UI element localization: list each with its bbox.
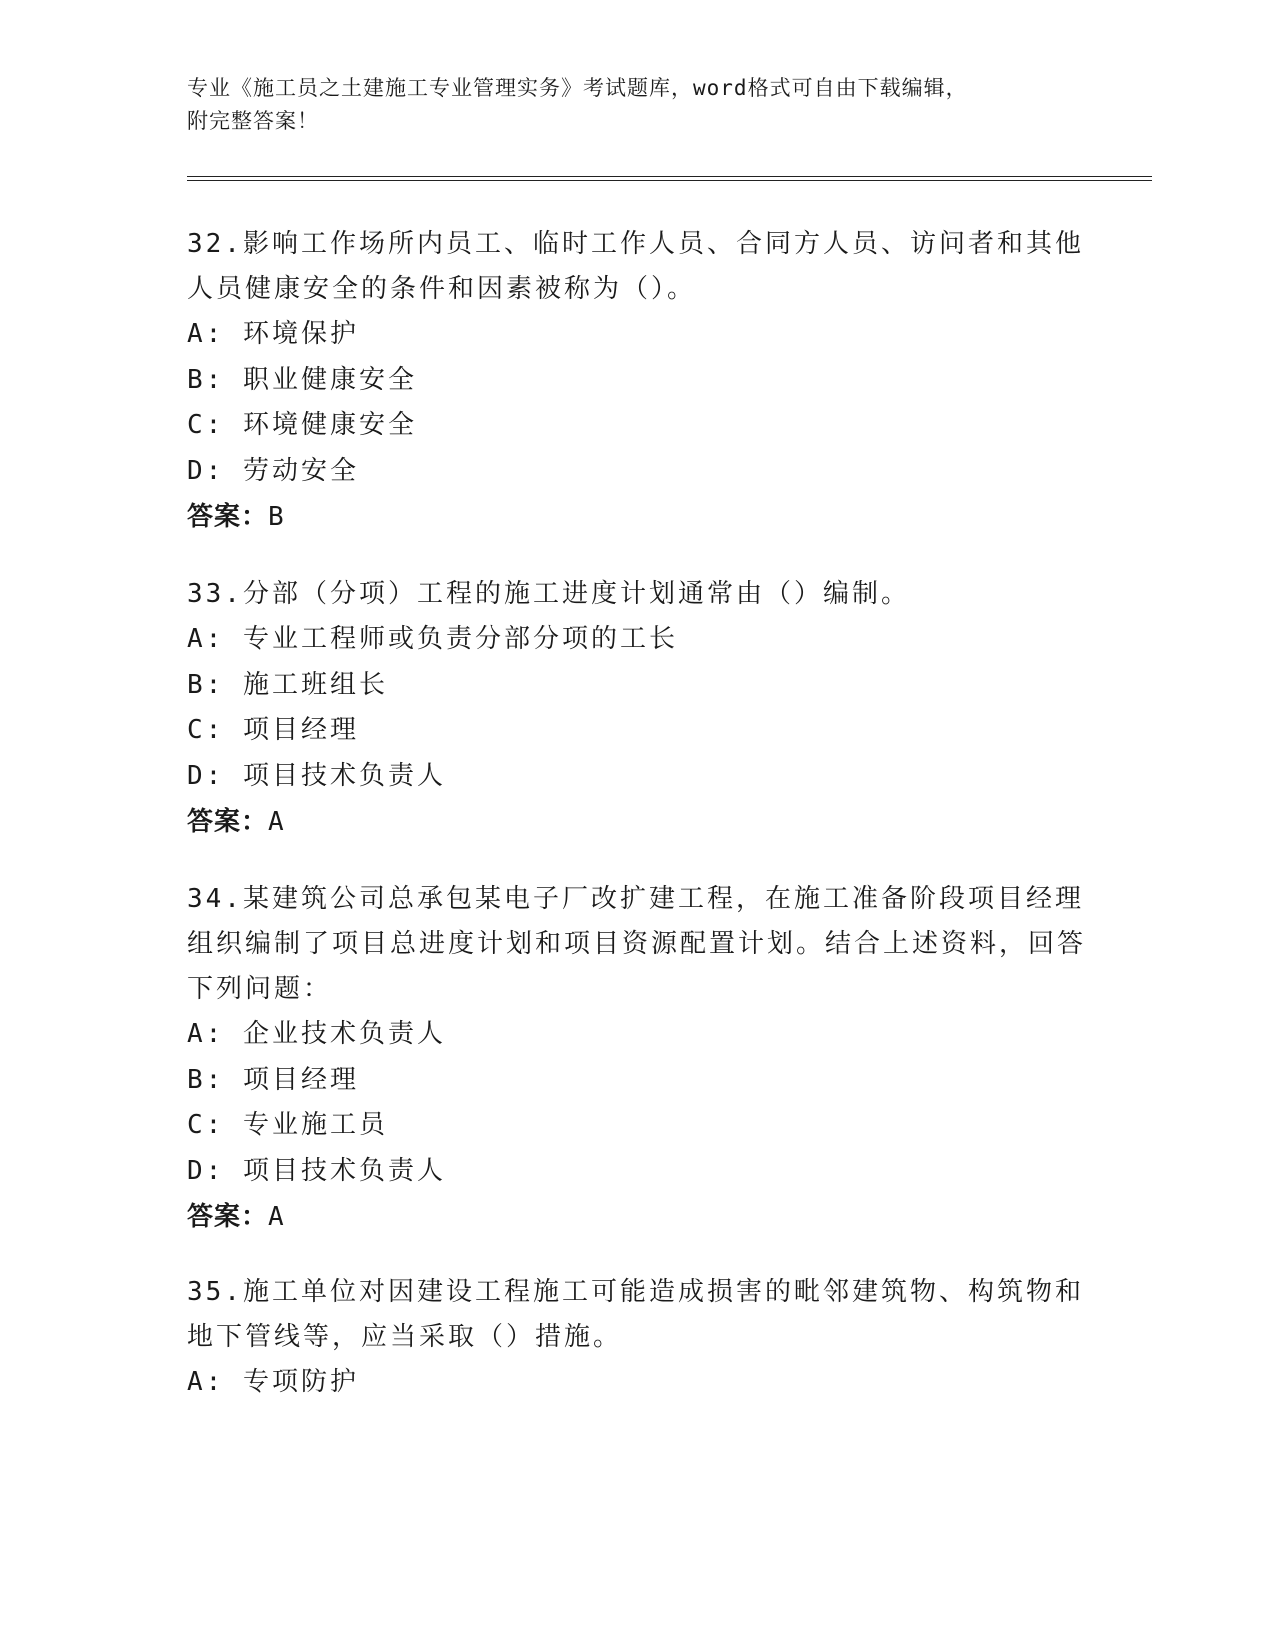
option-b: B: 项目经理: [187, 1064, 359, 1095]
header-line-1: 专业《施工员之土建施工专业管理实务》考试题库，word格式可自由下载编辑，: [187, 76, 968, 100]
question-35: [187, 1270, 1087, 1406]
question-stem: 33.分部（分项）工程的施工进度计划通常由（）编制。: [187, 579, 910, 609]
option-b: B: 职业健康安全: [187, 364, 417, 395]
answer-value: A: [268, 807, 285, 837]
option-c: C: 专业施工员: [187, 1110, 388, 1140]
option-b: B: 施工班组长: [187, 669, 388, 700]
answer-label: 答案：: [187, 502, 269, 532]
option-a: A: 专项防护: [187, 1367, 359, 1397]
option-a: A: 环境保护: [187, 319, 359, 349]
option-c: C: 环境健康安全: [187, 410, 417, 440]
answer: [187, 799, 1087, 845]
question-stem: 35.施工单位对因建设工程施工可能造成损害的毗邻建筑物、构筑物和地下管线等，应当采取（）措施。: [187, 1277, 1084, 1352]
answer-value: A: [268, 1202, 285, 1232]
option-a: A: 专业工程师或负责分部分项的工长: [187, 624, 678, 654]
answer: [187, 1194, 1087, 1240]
answer-label: 答案：: [187, 807, 269, 837]
question-34: [187, 877, 1087, 1240]
header-divider: [187, 176, 1152, 181]
question-stem: 34.某建筑公司总承包某电子厂改扩建工程，在施工准备阶段项目经理组织编制了项目总进度计划和项目资源配置计划。结合上述资料，回答下列问题：: [187, 884, 1087, 1004]
option-d: D: 项目技术负责人: [187, 760, 446, 791]
option-d: D: 劳动安全: [187, 455, 359, 486]
answer-value: B: [268, 502, 285, 532]
document-header: [187, 72, 1087, 138]
answer-label: 答案：: [187, 1202, 269, 1232]
option-c: C: 项目经理: [187, 715, 359, 745]
option-d: D: 项目技术负责人: [187, 1155, 446, 1186]
question-33: [187, 572, 1087, 845]
question-stem: 32.影响工作场所内员工、临时工作人员、合同方人员、访问者和其他人员健康安全的条件和因素被称为（）。: [187, 229, 1084, 304]
question-32: [187, 222, 1087, 540]
option-a: A: 企业技术负责人: [187, 1019, 446, 1049]
answer: [187, 494, 1087, 540]
header-line-2: 附完整答案！: [187, 109, 319, 133]
